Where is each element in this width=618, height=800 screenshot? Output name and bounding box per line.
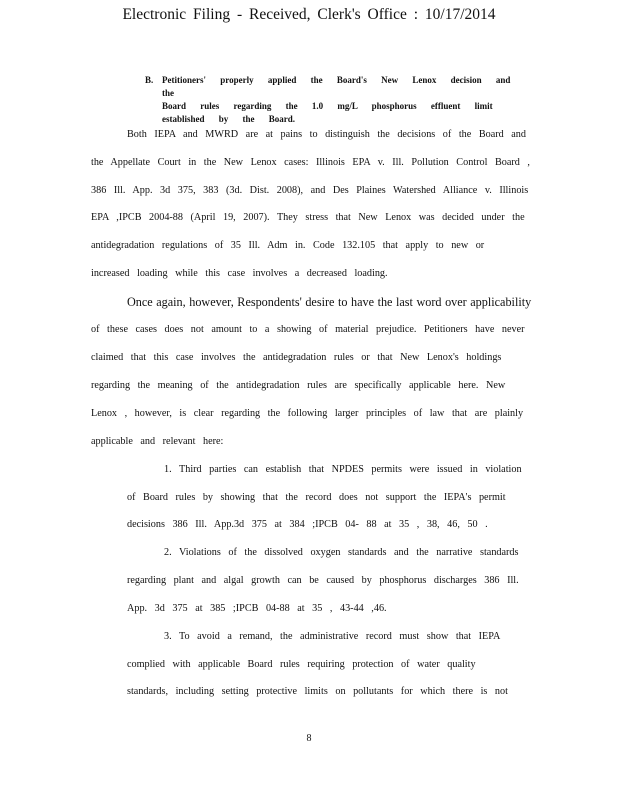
section-label: B. bbox=[145, 75, 154, 85]
paragraph-line: applicable and relevant here: bbox=[91, 436, 224, 447]
list-item-line: standards, including setting protective limits on pollutants for which there is not bbox=[127, 686, 508, 697]
section-heading-line: Board rules regarding the 1.0 mg/L phosphorus effluent limit bbox=[162, 101, 493, 111]
paragraph-line: Once again, however, Respondents' desire to have the last word over applicability bbox=[127, 295, 532, 309]
page-number: 8 bbox=[306, 733, 312, 744]
list-item-line: 3. To avoid a remand, the administrative record must show that IEPA bbox=[164, 631, 501, 642]
list-item-line: App. 3d 375 at 385 ;IPCB 04-88 at 35 , 43-44 ,46. bbox=[127, 603, 387, 614]
list-item-line: decisions 386 Ill. App.3d 375 at 384 ;IPCB 04- 88 at 35 , 38, 46, 50 . bbox=[127, 519, 488, 530]
paragraph-line: Both IEPA and MWRD are at pains to distinguish the decisions of the Board and bbox=[127, 129, 526, 140]
list-item-line: 1. Third parties can establish that NPDES permits were issued in violation bbox=[164, 464, 522, 475]
section-heading bbox=[145, 74, 525, 124]
paragraph-line: 386 Ill. App. 3d 375, 383 (3d. Dist. 2008), and Des Plaines Watershed Alliance v. Illinois bbox=[91, 185, 529, 196]
filing-header: Electronic Filing - Received, Clerk's Office : 10/17/2014 bbox=[122, 6, 496, 23]
list-item-line: complied with applicable Board rules requiring protection of water quality bbox=[127, 659, 476, 670]
paragraph-line: Lenox , however, is clear regarding the following larger principles of law that are plainly bbox=[91, 408, 524, 419]
paragraph-line: the Appellate Court in the New Lenox cases: Illinois EPA v. Ill. Pollution Control Board , bbox=[91, 157, 530, 168]
list-item-line: 2. Violations of the dissolved oxygen standards and the narrative standards bbox=[164, 547, 519, 558]
paragraph-line: increased loading while this case involves a decreased loading. bbox=[91, 268, 388, 279]
section-heading-line: Petitioners' properly applied the Board's New Lenox decision and the bbox=[162, 75, 511, 98]
section-heading-line: established by the Board. bbox=[162, 114, 296, 124]
paragraph-line: of these cases does not amount to a showing of material prejudice. Petitioners have never bbox=[91, 324, 525, 335]
list-item-line: of Board rules by showing that the record does not support the IEPA's permit bbox=[127, 492, 506, 503]
section-heading-text bbox=[162, 74, 522, 126]
paragraph-line: EPA ,IPCB 2004-88 (April 19, 2007). They stress that New Lenox was decided under the bbox=[91, 212, 525, 223]
list-item-line: regarding plant and algal growth can be caused by phosphorus discharges 386 Ill. bbox=[127, 575, 519, 586]
paragraph-line: regarding the meaning of the antidegradation rules are specifically applicable here. New bbox=[91, 380, 506, 391]
paragraph-line: antidegradation regulations of 35 Ill. Adm in. Code 132.105 that apply to new or bbox=[91, 240, 485, 251]
paragraph-line: claimed that this case involves the antidegradation rules or that New Lenox's holdings bbox=[91, 352, 502, 363]
